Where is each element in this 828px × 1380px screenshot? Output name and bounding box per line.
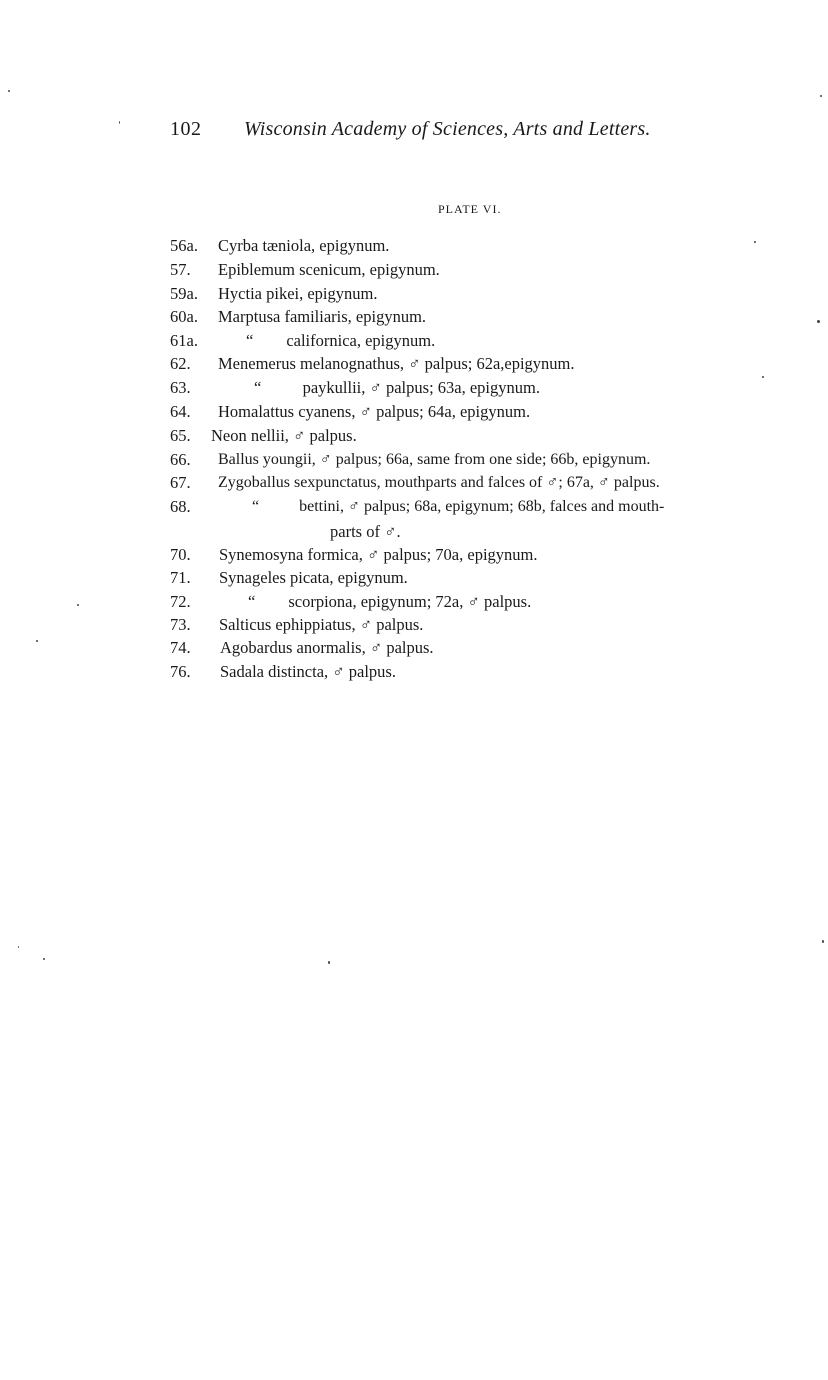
entry-number: 56a. [170,236,198,255]
legend-entry [0,592,828,616]
scan-speck [822,940,824,943]
entry-text: Menemerus melanognathus, ♂ palpus; 62a,epigynum. [218,354,575,373]
entry-text: Hyctia pikei, epigynum. [218,284,378,303]
entry-number: 65. [170,426,191,445]
scan-speck [8,90,10,92]
entry-number: 76. [170,662,191,681]
entry-text: “ paykullii, ♂ palpus; 63a, epigynum. [254,378,540,397]
scan-speck [328,961,330,964]
legend-entry [0,284,828,308]
entry-text: Zygoballus sexpunctatus, mouthparts and falces of ♂; 67a, ♂ palpus. [218,474,660,491]
legend-entry [0,497,828,521]
entry-text: parts of ♂. [330,522,401,541]
entry-text: Neon nellii, ♂ palpus. [211,426,357,445]
entry-number: 70. [170,545,191,564]
scan-speck [119,121,120,124]
legend-entry [0,638,828,662]
entry-text: “ scorpiona, epigynum; 72a, ♂ palpus. [248,592,532,611]
scan-speck [762,376,764,378]
entry-number: 61a. [170,331,198,350]
entry-number: 60a. [170,307,198,326]
entry-text: Ballus youngii, ♂ palpus; 66a, same from one side; 66b, epigynum. [218,451,651,468]
legend-entry [0,426,828,450]
entry-text: Cyrba tæniola, epigynum. [218,236,390,255]
entry-text: “ californica, epigynum. [246,331,436,350]
scan-speck [18,946,19,948]
legend-entry [0,378,828,402]
legend-entry [0,615,828,639]
entry-text: “ bettini, ♂ palpus; 68a, epigynum; 68b, falces and mouth- [252,498,665,515]
entry-text: Sadala distincta, ♂ palpus. [220,662,396,681]
legend-entry [0,545,828,569]
entry-number: 59a. [170,284,198,303]
legend-entry [0,260,828,284]
entry-number: 66. [170,450,191,469]
scan-speck [754,241,756,243]
scan-speck [43,958,45,960]
page-number: 102 [170,118,202,140]
entry-number: 63. [170,378,191,397]
legend-entry [0,307,828,331]
scan-speck [77,604,79,606]
entry-text: Synemosyna formica, ♂ palpus; 70a, epigynum. [219,545,538,564]
entry-text: Salticus ephippiatus, ♂ palpus. [219,615,424,634]
legend-entry [0,568,828,592]
entry-number: 71. [170,568,191,587]
entry-number: 72. [170,592,191,611]
entry-text: Synageles picata, epigynum. [219,568,408,587]
entry-number: 68. [170,497,191,516]
legend-entry [0,331,828,355]
entry-number: 74. [170,638,191,657]
running-title: Wisconsin Academy of Sciences, Arts and Letters. [244,118,651,140]
legend-entry [0,236,828,260]
scan-speck [820,95,822,97]
plate-title: PLATE VI. [438,202,502,216]
legend-entry [0,473,828,497]
legend-entry [0,354,828,378]
entry-text: Homalattus cyanens, ♂ palpus; 64a, epigynum. [218,402,531,421]
scan-speck [817,320,820,323]
entry-number: 73. [170,615,191,634]
entry-text: Agobardus anormalis, ♂ palpus. [220,638,434,657]
legend-entry-continuation [0,522,828,546]
entry-number: 57. [170,260,191,279]
entry-number: 62. [170,354,191,373]
entry-text: Epiblemum scenicum, epigynum. [218,260,440,279]
entry-number: 67. [170,473,191,492]
legend-entry [0,662,828,686]
entry-text: Marptusa familiaris, epigynum. [218,307,427,326]
entry-number: 64. [170,402,191,421]
legend-entry [0,450,828,474]
scan-speck [36,640,38,642]
legend-entry [0,402,828,426]
